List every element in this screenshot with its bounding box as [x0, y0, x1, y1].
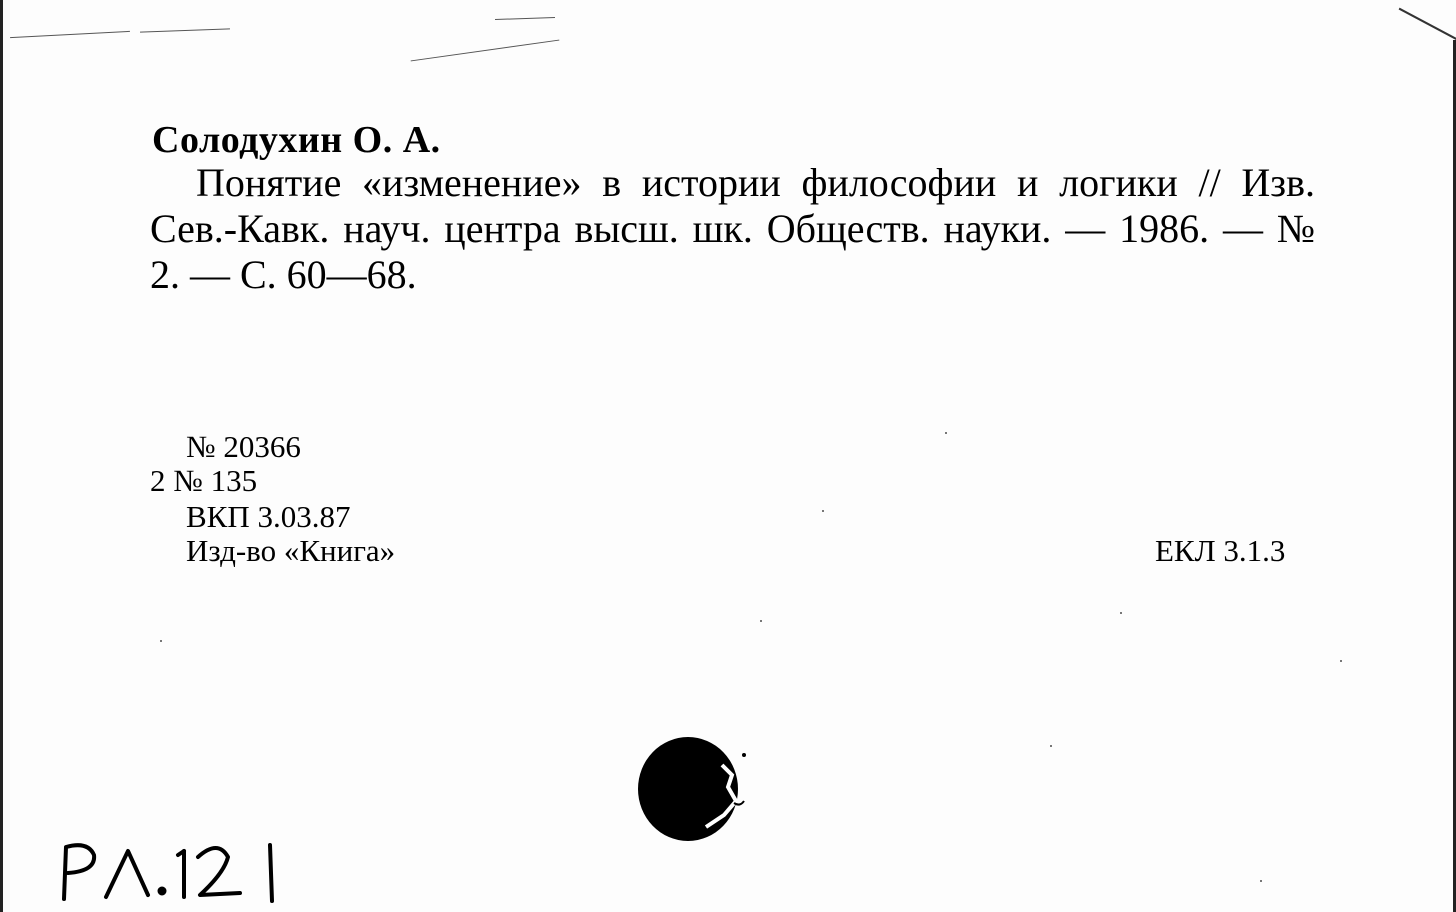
- speck: [760, 620, 762, 622]
- card-left-edge: [0, 0, 3, 912]
- scratch-mark: [140, 28, 230, 32]
- scratch-mark: [10, 31, 130, 38]
- speck: [945, 432, 947, 434]
- speck: [160, 640, 162, 642]
- author-heading: Солодухин О. А.: [152, 119, 441, 161]
- bibliographic-reference: Понятие «изменение» в истории философии и логики // Изв. Сев.-Кавк. науч. центра высш. шк. Обществ. науки. — 1986. — № 2. — С. 60—68.: [150, 160, 1315, 297]
- speck: [1120, 612, 1122, 614]
- speck: [1260, 880, 1262, 882]
- publisher: Изд-во «Книга»: [186, 533, 396, 568]
- handwritten-shelfmark: [58, 825, 288, 905]
- classification-code: ЕКЛ 3.1.3: [1155, 533, 1286, 568]
- scratch-mark: [411, 40, 560, 62]
- speck: [1340, 660, 1342, 662]
- scratch-mark: [495, 17, 555, 20]
- scratch-mark: [1399, 8, 1456, 43]
- speck: [822, 510, 824, 512]
- vkp-record: ВКП 3.03.87: [186, 499, 351, 534]
- secondary-number: 2 № 135: [150, 463, 258, 498]
- speck: [1050, 745, 1052, 747]
- punch-hole: [636, 735, 746, 843]
- card-number: № 20366: [186, 429, 301, 464]
